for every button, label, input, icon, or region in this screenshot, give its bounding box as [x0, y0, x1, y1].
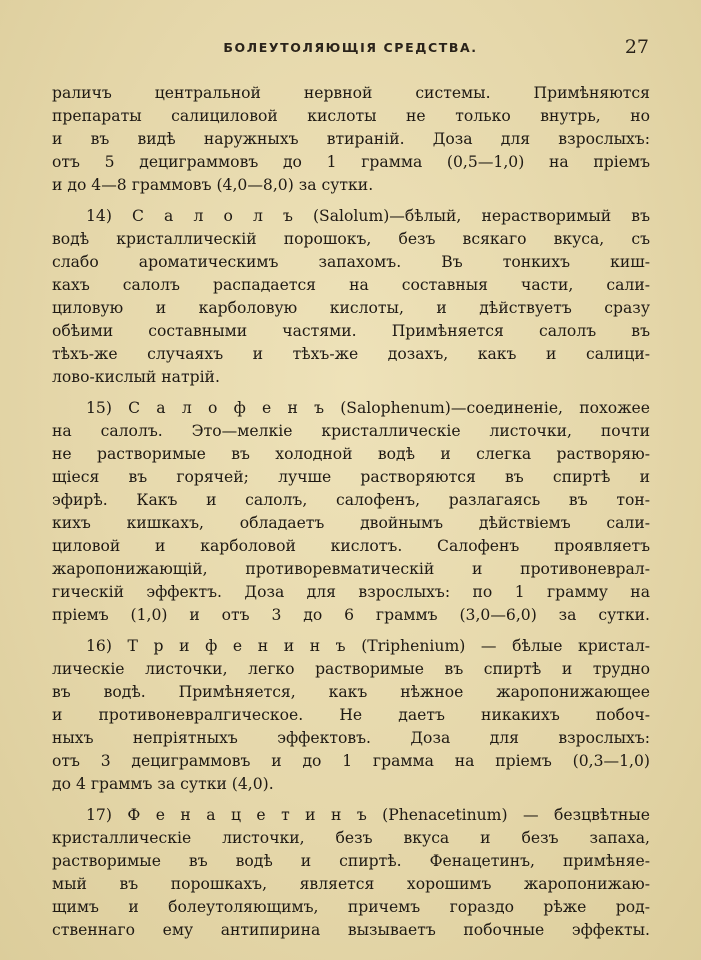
text-line: лическіе листочки, легко растворимые въ спиртѣ и трудно — [52, 660, 650, 678]
text-line: кихъ кишкахъ, обладаетъ двойнымъ дѣйствіемъ сали- — [52, 514, 650, 532]
text-line: щимъ и болеутоляющимъ, причемъ гораздо рѣже род- — [52, 898, 650, 916]
text-line: до 4 граммъ за сутки (4,0). — [52, 775, 274, 793]
text-line: щіеся въ горячей; лучше растворяются въ спиртѣ и — [52, 468, 650, 486]
paragraph-phenacetin — [52, 804, 650, 942]
paragraph-salol — [52, 205, 650, 389]
text-line: и въ видѣ наружныхъ втираній. Доза для взрослыхъ: — [52, 130, 650, 148]
running-head — [52, 36, 649, 62]
body-text — [52, 82, 650, 942]
text-line: на салолъ. Это—мелкіе кристаллическіе листочки, почти — [52, 422, 650, 440]
text-line: слабо ароматическимъ запахомъ. Въ тонкихъ киш- — [52, 253, 650, 271]
text-line: мый въ порошкахъ, является хорошимъ жаропонижаю- — [52, 875, 650, 893]
text-line: 16) Т р и ф е н и н ъ (Triphenium) — бѣлые кристал- — [86, 637, 650, 655]
text-line: отъ 5 дециграммовъ до 1 грамма (0,5—1,0) на пріемъ — [52, 153, 650, 171]
text-line: ныхъ непріятныхъ эффектовъ. Доза для взрослыхъ: — [52, 729, 650, 747]
text-line: ственнаго ему антипирина вызываетъ побочные эффекты. — [52, 921, 650, 939]
text-line: пріемъ (1,0) и отъ 3 до 6 граммъ (3,0—6,0) за сутки. — [52, 606, 650, 624]
text-line: препараты салициловой кислоты не только внутрь, но — [52, 107, 650, 125]
text-line: растворимые въ водѣ и спиртѣ. Фенацетинъ, примѣняе- — [52, 852, 650, 870]
text-line: 17) Ф е н а ц е т и н ъ (Phenacetinum) — безцвѣтные — [86, 806, 650, 824]
text-line: циловую и карболовую кислоты, и дѣйствуетъ сразу — [52, 299, 650, 317]
text-line: кристаллическіе листочки, безъ вкуса и безъ запаха, — [52, 829, 650, 847]
text-line: гическій эффектъ. Доза для взрослыхъ: по 1 грамму на — [52, 583, 650, 601]
text-line: 15) С а л о ф е н ъ (Salophenum)—соединеніе, похожее — [86, 399, 650, 417]
text-line: въ водѣ. Примѣняется, какъ нѣжное жаропонижающее — [52, 683, 650, 701]
text-line: и до 4—8 граммовъ (4,0—8,0) за сутки. — [52, 176, 374, 194]
paragraph-triphenin — [52, 635, 650, 796]
paragraph-continuation — [52, 82, 650, 197]
text-line: кахъ салолъ распадается на составныя части, сали- — [52, 276, 650, 294]
text-line: и противоневралгическое. Не даетъ никакихъ побоч- — [52, 706, 650, 724]
paragraph-salophen — [52, 397, 650, 627]
text-line: не растворимые въ холодной водѣ и слегка растворяю- — [52, 445, 650, 463]
text-line: водѣ кристаллическій порошокъ, безъ всякаго вкуса, съ — [52, 230, 650, 248]
page-number: 27 — [624, 36, 649, 58]
text-line: жаропонижающій, противоревматическій и противоневрал- — [52, 560, 650, 578]
running-head-title: БОЛЕУТОЛЯЮЩІЯ СРЕДСТВА. — [223, 40, 478, 55]
text-line: 14) С а л о л ъ (Salolum)—бѣлый, нерастворимый въ — [86, 207, 650, 225]
text-line: отъ 3 дециграммовъ и до 1 грамма на пріемъ (0,3—1,0) — [52, 752, 650, 770]
text-line: эфирѣ. Какъ и салолъ, салофенъ, разлагаясь въ тон- — [52, 491, 650, 509]
text-line: лово-кислый натрій. — [52, 368, 220, 386]
text-line: обѣими составными частями. Примѣняется салолъ въ — [52, 322, 650, 340]
text-line: циловой и карболовой кислотъ. Салофенъ проявляетъ — [52, 537, 650, 555]
text-line: тѣхъ-же случаяхъ и тѣхъ-же дозахъ, какъ и салици- — [52, 345, 650, 363]
text-line: раличъ центральной нервной системы. Примѣняются — [52, 84, 650, 102]
